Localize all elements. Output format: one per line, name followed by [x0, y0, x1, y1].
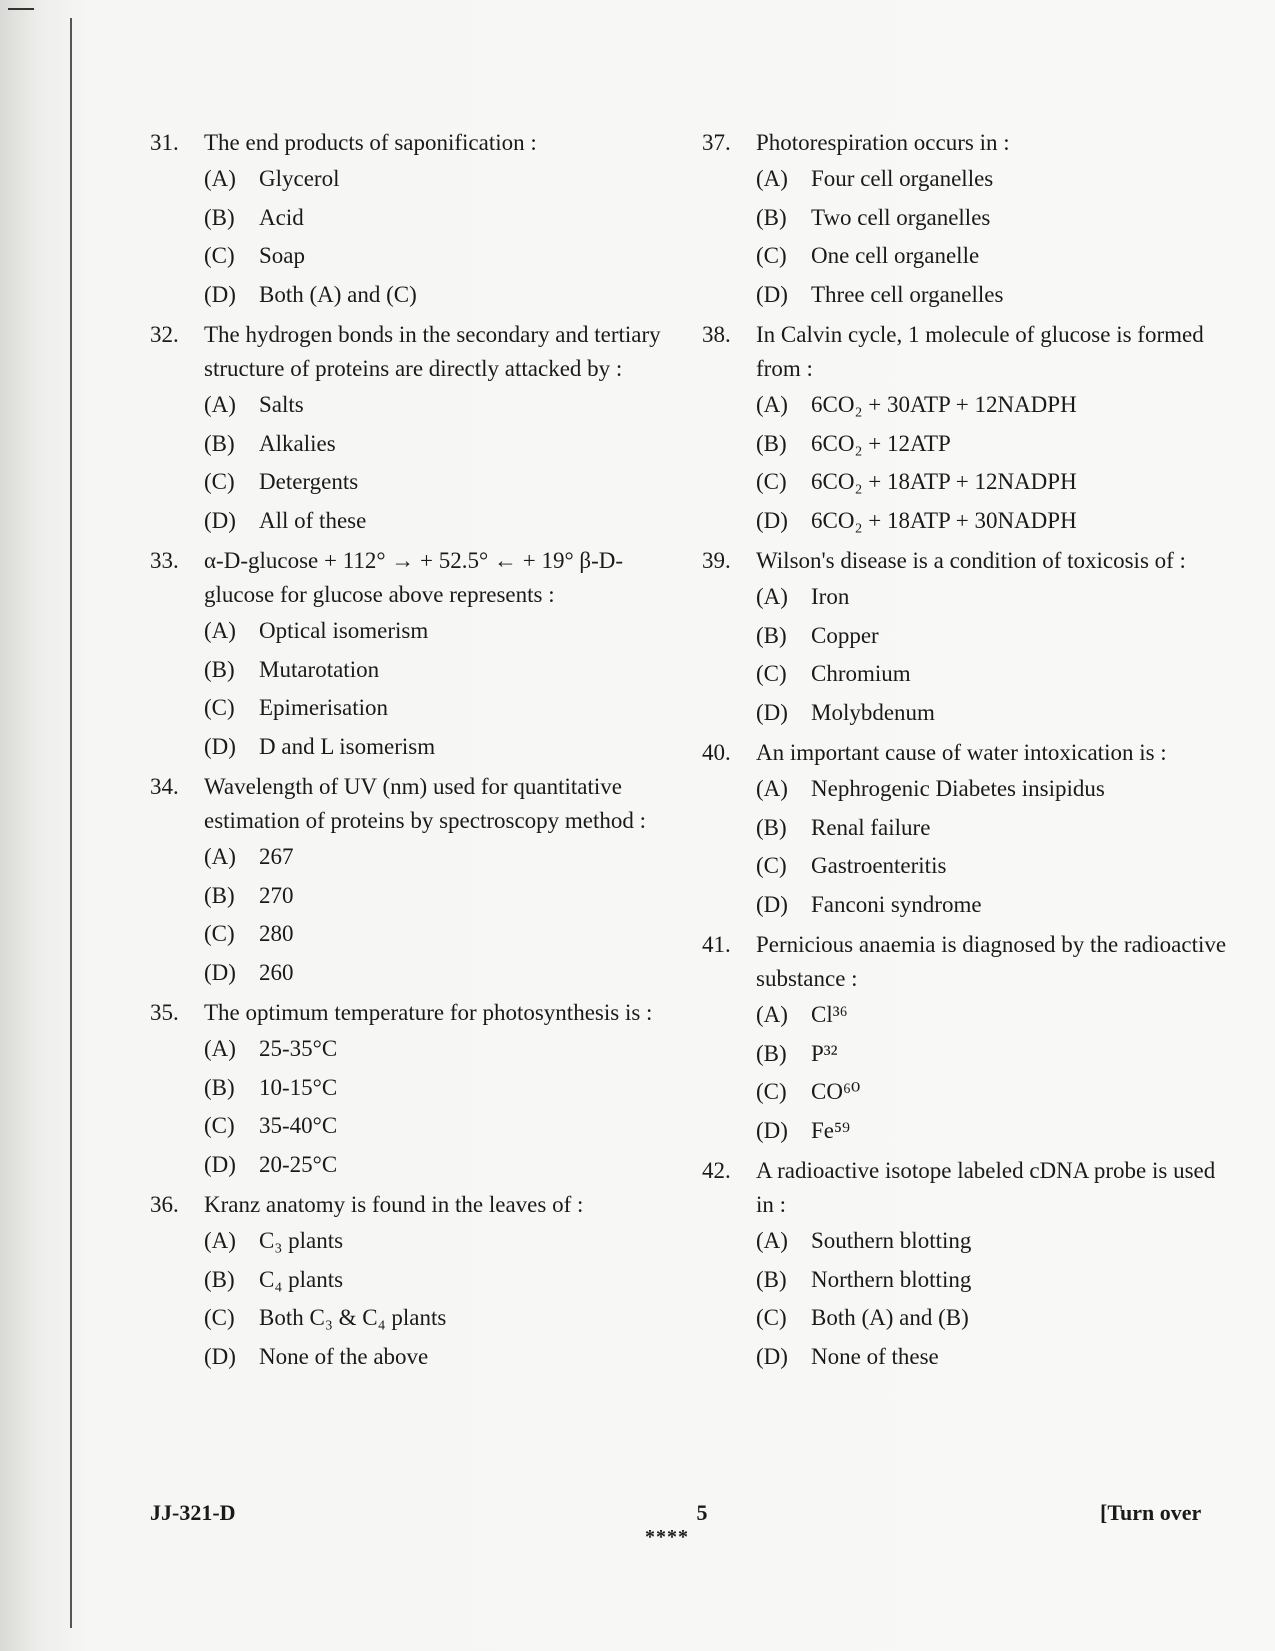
- option-label: (B): [756, 204, 787, 230]
- option-label: (C): [204, 1305, 235, 1330]
- question-text: α-D-glucose + 112° → + 52.5° ← + 19° β-D-glucose for glucose above represents :: [204, 548, 624, 607]
- question-42: [702, 1154, 1232, 1376]
- option-label: (C): [756, 853, 787, 878]
- option-text: Both C₃ & C₄ plants: [259, 1305, 447, 1330]
- option-label: (A): [204, 618, 236, 643]
- option-item: [204, 1107, 690, 1146]
- question-text: An important cause of water intoxication is :: [756, 740, 1167, 765]
- option-label: (B): [756, 1040, 787, 1066]
- option-text: 6CO₂ + 18ATP + 30NADPH: [811, 507, 1077, 533]
- option-text: Southern blotting: [811, 1228, 972, 1253]
- question-text: Pernicious anaemia is diagnosed by the radioactive substance :: [756, 932, 1227, 991]
- option-item: [204, 1338, 690, 1377]
- option-item: [204, 612, 690, 651]
- option-text: CO⁶⁰: [811, 1079, 861, 1104]
- option-text: 20-25°C: [259, 1151, 338, 1177]
- option-list: [204, 1030, 690, 1184]
- option-text: Iron: [811, 584, 850, 609]
- question-text: The end products of saponification :: [204, 130, 537, 155]
- option-text: Chromium: [811, 661, 911, 686]
- question-40: [702, 736, 1232, 924]
- option-text: Gastroenteritis: [811, 853, 947, 878]
- option-label: (B): [204, 204, 235, 230]
- option-item: [204, 954, 690, 993]
- option-item: [756, 655, 1232, 694]
- option-text: Acid: [259, 204, 304, 230]
- option-label: (D): [204, 959, 236, 985]
- option-text: Soap: [259, 243, 305, 268]
- option-item: [756, 386, 1232, 425]
- option-label: (C): [756, 661, 787, 686]
- question-number: 33.: [150, 548, 179, 573]
- option-label: (B): [756, 430, 787, 456]
- question-number: 37.: [702, 130, 731, 155]
- question-text: Wilson's disease is a condition of toxicosis of :: [756, 548, 1186, 573]
- option-text: Nephrogenic Diabetes insipidus: [811, 776, 1105, 801]
- option-label: (A): [756, 584, 788, 609]
- option-text: Fanconi syndrome: [811, 891, 982, 917]
- option-label: (D): [756, 507, 788, 533]
- question-stem: [702, 126, 1232, 160]
- option-item: [756, 578, 1232, 617]
- question-stem: [150, 126, 690, 160]
- option-text: 280: [259, 921, 294, 946]
- option-text: All of these: [259, 507, 367, 533]
- question-41: [702, 928, 1232, 1150]
- option-list: [756, 160, 1232, 314]
- question-38: [702, 318, 1232, 540]
- option-label: (B): [756, 1266, 787, 1292]
- option-label: (D): [756, 891, 788, 917]
- question-stem: [702, 318, 1232, 386]
- option-text: Alkalies: [259, 430, 336, 456]
- option-item: [756, 1222, 1232, 1261]
- option-label: (B): [204, 430, 235, 456]
- option-text: None of the above: [259, 1343, 429, 1369]
- option-item: [756, 1112, 1232, 1151]
- option-item: [204, 728, 690, 767]
- option-item: [204, 877, 690, 916]
- option-item: [756, 425, 1232, 464]
- question-number: 42.: [702, 1158, 731, 1183]
- option-item: [204, 386, 690, 425]
- question-number: 38.: [702, 322, 731, 347]
- option-list: [204, 838, 690, 992]
- question-number: 34.: [150, 774, 179, 799]
- question-35: [150, 996, 690, 1184]
- option-text: 35-40°C: [259, 1113, 338, 1138]
- question-stem: [150, 544, 690, 612]
- option-label: (D): [204, 1343, 236, 1369]
- option-label: (D): [756, 281, 788, 307]
- option-label: (B): [204, 1266, 235, 1292]
- option-label: (C): [756, 469, 787, 494]
- question-text: The hydrogen bonds in the secondary and tertiary structure of proteins are directly attacked by :: [204, 322, 661, 381]
- option-label: (A): [204, 844, 236, 869]
- option-text: C₃ plants: [259, 1228, 344, 1253]
- option-item: [204, 199, 690, 238]
- option-item: [756, 160, 1232, 199]
- question-text: A radioactive isotope labeled cDNA probe is used in :: [756, 1158, 1216, 1217]
- option-text: Cl³⁶: [811, 1002, 848, 1027]
- option-item: [756, 1073, 1232, 1112]
- question-31: [150, 126, 690, 314]
- option-label: (C): [204, 243, 235, 268]
- question-39: [702, 544, 1232, 732]
- option-item: [204, 463, 690, 502]
- option-list: [756, 770, 1232, 924]
- option-item: [204, 237, 690, 276]
- option-label: (C): [204, 921, 235, 946]
- option-label: (A): [204, 1228, 236, 1253]
- option-label: (D): [204, 1151, 236, 1177]
- option-text: None of these: [811, 1343, 939, 1369]
- option-item: [756, 694, 1232, 733]
- question-stem: [702, 1154, 1232, 1222]
- option-text: Molybdenum: [811, 699, 935, 725]
- option-item: [756, 809, 1232, 848]
- question-stem: [702, 544, 1232, 578]
- option-label: (A): [756, 776, 788, 801]
- option-label: (A): [756, 392, 788, 417]
- question-33: [150, 544, 690, 766]
- option-text: P³²: [811, 1040, 838, 1066]
- option-item: [204, 1299, 690, 1338]
- option-item: [204, 1030, 690, 1069]
- option-item: [204, 1146, 690, 1185]
- option-label: (D): [756, 699, 788, 725]
- question-32: [150, 318, 690, 540]
- question-number: 39.: [702, 548, 731, 573]
- option-list: [204, 160, 690, 314]
- question-text: Wavelength of UV (nm) used for quantitative estimation of proteins by spectroscopy method :: [204, 774, 647, 833]
- question-text: The optimum temperature for photosynthesis is :: [204, 1000, 653, 1025]
- option-text: Copper: [811, 622, 879, 648]
- option-text: 6CO₂ + 12ATP: [811, 430, 951, 456]
- option-label: (B): [756, 622, 787, 648]
- option-item: [204, 502, 690, 541]
- right-column: [702, 126, 1232, 1380]
- option-label: (B): [204, 882, 235, 908]
- option-label: (D): [756, 1117, 788, 1143]
- option-item: [204, 425, 690, 464]
- turn-over-label: [Turn over: [1100, 1500, 1202, 1525]
- page-mark: [8, 8, 34, 10]
- option-item: [756, 276, 1232, 315]
- option-item: [756, 886, 1232, 925]
- option-item: [756, 199, 1232, 238]
- option-list: [204, 612, 690, 766]
- option-item: [204, 1222, 690, 1261]
- option-text: Fe⁵⁹: [811, 1117, 851, 1143]
- question-text: Kranz anatomy is found in the leaves of :: [204, 1192, 584, 1217]
- option-text: Both (A) and (B): [811, 1305, 969, 1330]
- option-item: [756, 770, 1232, 809]
- paper-code: JJ-321-D: [150, 1500, 236, 1525]
- option-list: [204, 386, 690, 540]
- option-text: C₄ plants: [259, 1266, 344, 1292]
- option-label: (B): [204, 656, 235, 682]
- option-item: [756, 237, 1232, 276]
- option-list: [756, 386, 1232, 540]
- option-text: Optical isomerism: [259, 618, 429, 643]
- question-number: 35.: [150, 1000, 179, 1025]
- question-number: 36.: [150, 1192, 179, 1217]
- option-item: [756, 996, 1232, 1035]
- option-text: D and L isomerism: [259, 733, 436, 759]
- option-label: (A): [204, 1036, 236, 1061]
- binding-line: [70, 18, 72, 1628]
- option-text: 267: [259, 844, 294, 869]
- option-label: (B): [204, 1074, 235, 1100]
- option-text: Renal failure: [811, 814, 931, 840]
- option-text: Detergents: [259, 469, 359, 494]
- page-stars: ****: [645, 1526, 689, 1548]
- option-text: 10-15°C: [259, 1074, 338, 1100]
- option-item: [756, 1338, 1232, 1377]
- option-item: [204, 1261, 690, 1300]
- option-text: 25-35°C: [259, 1036, 338, 1061]
- option-label: (A): [204, 392, 236, 417]
- option-label: (A): [756, 1002, 788, 1027]
- question-stem: [702, 736, 1232, 770]
- option-label: (D): [204, 281, 236, 307]
- page-number: 5: [696, 1500, 708, 1525]
- option-label: (C): [204, 1113, 235, 1138]
- option-text: Mutarotation: [259, 656, 380, 682]
- option-list: [204, 1222, 690, 1376]
- question-text: In Calvin cycle, 1 molecule of glucose is formed from :: [756, 322, 1204, 381]
- option-text: Four cell organelles: [811, 166, 994, 191]
- option-label: (C): [756, 1079, 787, 1104]
- option-item: [756, 1261, 1232, 1300]
- option-item: [204, 276, 690, 315]
- option-text: Epimerisation: [259, 695, 389, 720]
- option-label: (C): [204, 695, 235, 720]
- option-item: [756, 1035, 1232, 1074]
- option-text: Two cell organelles: [811, 204, 991, 230]
- option-label: (A): [756, 1228, 788, 1253]
- option-label: (D): [756, 1343, 788, 1369]
- option-text: 260: [259, 959, 294, 985]
- option-text: Northern blotting: [811, 1266, 972, 1292]
- option-text: 270: [259, 882, 294, 908]
- question-36: [150, 1188, 690, 1376]
- option-label: (D): [204, 507, 236, 533]
- option-text: Both (A) and (C): [259, 281, 417, 307]
- option-item: [756, 617, 1232, 656]
- option-text: Glycerol: [259, 166, 340, 191]
- question-34: [150, 770, 690, 992]
- option-list: [756, 1222, 1232, 1376]
- option-text: 6CO₂ + 30ATP + 12NADPH: [811, 392, 1077, 417]
- question-stem: [150, 318, 690, 386]
- option-label: (C): [756, 243, 787, 268]
- option-label: (C): [204, 469, 235, 494]
- option-text: Three cell organelles: [811, 281, 1004, 307]
- option-item: [756, 502, 1232, 541]
- option-list: [756, 578, 1232, 732]
- option-label: (C): [756, 1305, 787, 1330]
- option-item: [204, 915, 690, 954]
- question-number: 40.: [702, 740, 731, 765]
- question-stem: [150, 996, 690, 1030]
- question-37: [702, 126, 1232, 314]
- question-stem: [150, 1188, 690, 1222]
- option-item: [204, 1069, 690, 1108]
- question-number: 31.: [150, 130, 179, 155]
- question-number: 41.: [702, 932, 731, 957]
- option-text: One cell organelle: [811, 243, 980, 268]
- question-stem: [150, 770, 690, 838]
- left-column: [150, 126, 690, 1380]
- option-text: 6CO₂ + 18ATP + 12NADPH: [811, 469, 1077, 494]
- question-text: Photorespiration occurs in :: [756, 130, 1010, 155]
- question-stem: [702, 928, 1232, 996]
- option-list: [756, 996, 1232, 1150]
- option-item: [756, 1299, 1232, 1338]
- option-label: (B): [756, 814, 787, 840]
- option-item: [204, 160, 690, 199]
- option-item: [204, 838, 690, 877]
- option-item: [204, 651, 690, 690]
- question-number: 32.: [150, 322, 179, 347]
- option-label: (A): [204, 166, 236, 191]
- option-item: [756, 463, 1232, 502]
- option-label: (A): [756, 166, 788, 191]
- option-text: Salts: [259, 392, 304, 417]
- option-item: [756, 847, 1232, 886]
- option-label: (D): [204, 733, 236, 759]
- option-item: [204, 689, 690, 728]
